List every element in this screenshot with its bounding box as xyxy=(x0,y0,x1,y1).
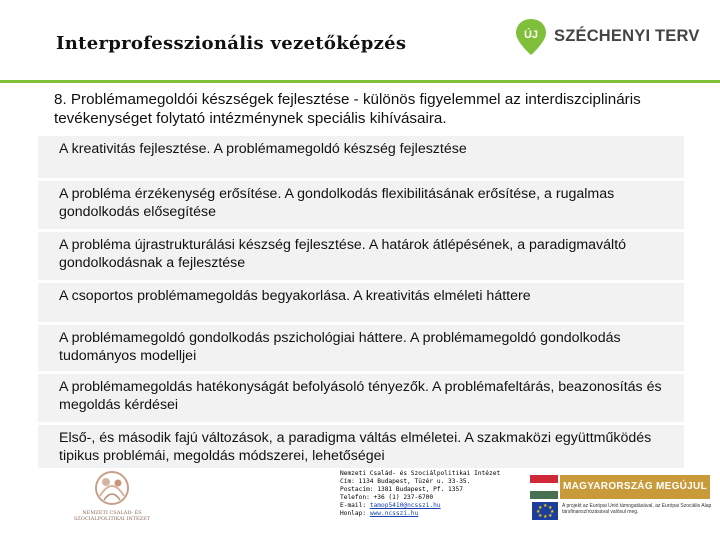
eu-flag-icon: ★ ★ ★ ★ ★ ★ ★ ★ xyxy=(532,502,558,520)
topic-row: A problémamegoldó gondolkodás pszichológiai háttere. A problémamegoldó gondolkodás tudományos modelljei xyxy=(38,325,684,374)
location-pin-icon xyxy=(514,18,548,56)
contact-postal: Postacím: 1381 Budapest, Pf. 1357 xyxy=(340,486,463,494)
contact-web-line xyxy=(340,510,500,518)
topic-list xyxy=(38,136,684,471)
header-divider xyxy=(0,80,720,83)
logo-pin-text: ÚJ xyxy=(523,29,539,41)
family-emblem-icon xyxy=(62,468,162,510)
eu-funding-text: A projekt az Európai Unió támogatásával, az Európai Szociális Alap társfinanszírozásával valósul meg. xyxy=(562,503,712,515)
contact-name: Nemzeti Család- és Szociálpolitikai Intézet xyxy=(340,470,501,477)
topic-row: A probléma érzékenység erősítése. A gondolkodás flexibilitásának erősítése, a rugalmas gondolkodás elősegítése xyxy=(38,181,684,232)
topic-row: A csoportos problémamegoldás begyakorlása. A kreativitás elméleti háttere xyxy=(38,283,684,325)
contact-address: Cím: 1134 Budapest, Tüzér u. 33-35. xyxy=(340,478,471,486)
topic-row: A kreativitás fejlesztése. A problémamegoldó készség fejlesztése xyxy=(38,136,684,181)
contact-email-line xyxy=(340,502,500,510)
email-link[interactable]: tamop5410@ncsszi.hu xyxy=(369,502,441,510)
topic-row: A probléma újrastrukturálási készség fejlesztése. A határok átlépésének, a paradigmaváltó gondolkodásnak a fejlesztése xyxy=(38,232,684,283)
banner-text: MAGYARORSZÁG MEGÚJUL xyxy=(560,475,710,499)
web-label: Honlap: xyxy=(340,510,370,518)
email-label: E-mail: xyxy=(340,502,370,510)
contact-phone: Telefon: +36 (1) 237-6700 xyxy=(340,494,434,502)
eu-funding-note xyxy=(532,502,712,522)
institute-logo-caption: NEMZETI CSALÁD- ÉS SZOCIÁLPOLITIKAI INTÉZET xyxy=(73,510,151,522)
szechenyi-terv-logo xyxy=(514,16,714,60)
topic-row: Első-, és második fajú változások, a paradigma váltás elméletei. A szakmaközi együttműködés tipikus problémái, megoldás módszerei, lehetőségei xyxy=(38,425,684,471)
topic-row: A problémamegoldás hatékonyságát befolyásoló tényezők. A problémafeltárás, beazonosítás és megoldás kérdései xyxy=(38,374,684,425)
hungarian-flag-icon xyxy=(530,475,558,499)
section-heading: 8. Problémamegoldói készségek fejlesztése - különös figyelemmel az interdiszciplináris tevékenységet folytató intézménynek speciális kihívásaira. xyxy=(54,91,641,127)
institute-logo xyxy=(62,468,162,528)
website-link[interactable]: www.ncsszi.hu xyxy=(369,510,419,518)
contact-block xyxy=(340,470,500,519)
page-title: Interprofesszionális vezetőképzés xyxy=(56,33,407,54)
magyarorszag-megujul-banner xyxy=(530,475,710,499)
logo-text: SZÉCHENYI TERV xyxy=(554,27,700,45)
